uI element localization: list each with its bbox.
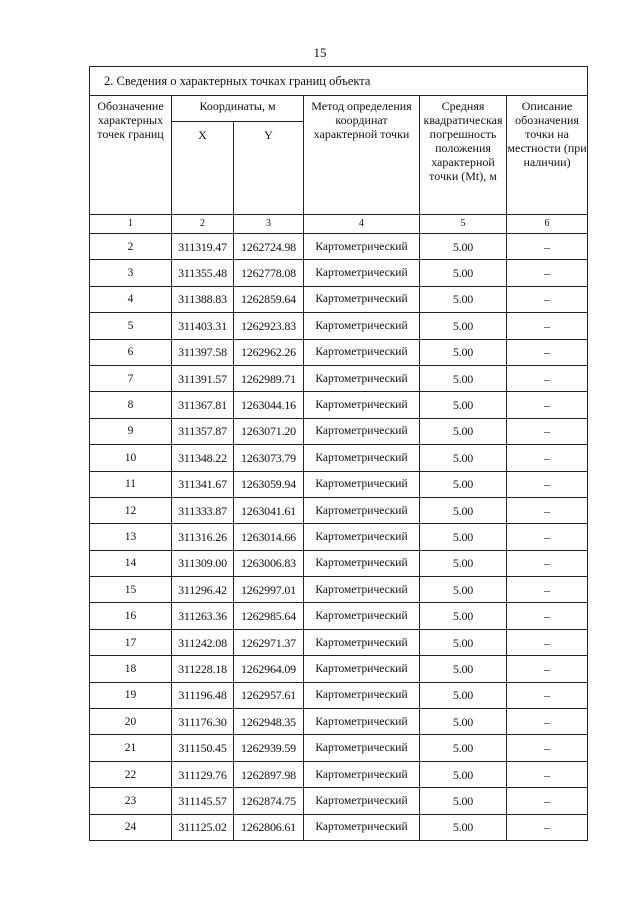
method-cell: Картометрический bbox=[304, 392, 420, 418]
coord-x-cell: 311397.58 bbox=[172, 339, 234, 365]
method-cell: Картометрический bbox=[304, 313, 420, 339]
description-cell: – bbox=[507, 445, 588, 471]
column-number: 1 bbox=[90, 215, 172, 234]
method-cell: Картометрический bbox=[304, 814, 420, 840]
table-row bbox=[90, 471, 588, 497]
column-number: 4 bbox=[304, 215, 420, 234]
coord-x-cell: 311129.76 bbox=[172, 761, 234, 787]
coord-x-cell: 311403.31 bbox=[172, 313, 234, 339]
method-cell: Картометрический bbox=[304, 524, 420, 550]
method-cell: Картометрический bbox=[304, 234, 420, 260]
coord-x-cell: 311341.67 bbox=[172, 471, 234, 497]
coord-y-cell: 1263044.16 bbox=[234, 392, 304, 418]
coord-y-cell: 1262939.59 bbox=[234, 735, 304, 761]
mt-error-cell: 5.00 bbox=[420, 418, 507, 444]
point-number-cell: 11 bbox=[90, 471, 172, 497]
coord-x-cell: 311263.36 bbox=[172, 603, 234, 629]
point-number-cell: 6 bbox=[90, 339, 172, 365]
coord-y-cell: 1263073.79 bbox=[234, 445, 304, 471]
table-row bbox=[90, 656, 588, 682]
coord-y-cell: 1262957.61 bbox=[234, 682, 304, 708]
table-row bbox=[90, 497, 588, 523]
description-cell: – bbox=[507, 392, 588, 418]
mt-error-cell: 5.00 bbox=[420, 709, 507, 735]
table-row bbox=[90, 788, 588, 814]
point-number-cell: 13 bbox=[90, 524, 172, 550]
method-cell: Картометрический bbox=[304, 339, 420, 365]
point-number-cell: 5 bbox=[90, 313, 172, 339]
method-cell: Картометрический bbox=[304, 577, 420, 603]
coord-y-cell: 1263006.83 bbox=[234, 550, 304, 576]
description-cell: – bbox=[507, 471, 588, 497]
coord-x-cell: 311309.00 bbox=[172, 550, 234, 576]
mt-error-cell: 5.00 bbox=[420, 392, 507, 418]
coord-x-cell: 311388.83 bbox=[172, 286, 234, 312]
description-cell: – bbox=[507, 788, 588, 814]
method-cell: Картометрический bbox=[304, 471, 420, 497]
mt-error-cell: 5.00 bbox=[420, 577, 507, 603]
header-description: Описание обозначения точки на местности (при наличии) bbox=[507, 96, 588, 215]
mt-error-cell: 5.00 bbox=[420, 365, 507, 391]
mt-error-cell: 5.00 bbox=[420, 497, 507, 523]
table-row bbox=[90, 313, 588, 339]
description-cell: – bbox=[507, 629, 588, 655]
header-error: Средняя квадратическая погрешность положения характерной точки (Mt), м bbox=[420, 96, 507, 215]
description-cell: – bbox=[507, 709, 588, 735]
description-cell: – bbox=[507, 365, 588, 391]
coord-x-cell: 311228.18 bbox=[172, 656, 234, 682]
description-cell: – bbox=[507, 418, 588, 444]
coord-y-cell: 1262964.09 bbox=[234, 656, 304, 682]
description-cell: – bbox=[507, 603, 588, 629]
table-row bbox=[90, 365, 588, 391]
coord-x-cell: 311333.87 bbox=[172, 497, 234, 523]
description-cell: – bbox=[507, 761, 588, 787]
description-cell: – bbox=[507, 260, 588, 286]
method-cell: Картометрический bbox=[304, 603, 420, 629]
mt-error-cell: 5.00 bbox=[420, 313, 507, 339]
point-number-cell: 9 bbox=[90, 418, 172, 444]
point-number-cell: 4 bbox=[90, 286, 172, 312]
mt-error-cell: 5.00 bbox=[420, 682, 507, 708]
point-number-cell: 10 bbox=[90, 445, 172, 471]
description-cell: – bbox=[507, 577, 588, 603]
mt-error-cell: 5.00 bbox=[420, 260, 507, 286]
description-cell: – bbox=[507, 814, 588, 840]
point-number-cell: 19 bbox=[90, 682, 172, 708]
coord-y-cell: 1263014.66 bbox=[234, 524, 304, 550]
mt-error-cell: 5.00 bbox=[420, 339, 507, 365]
coord-x-cell: 311357.87 bbox=[172, 418, 234, 444]
boundary-points-table bbox=[89, 66, 588, 841]
column-number: 6 bbox=[507, 215, 588, 234]
method-cell: Картометрический bbox=[304, 497, 420, 523]
method-cell: Картометрический bbox=[304, 709, 420, 735]
method-cell: Картометрический bbox=[304, 260, 420, 286]
header-designation: Обозначение характерных точек границ bbox=[90, 96, 172, 215]
point-number-cell: 15 bbox=[90, 577, 172, 603]
mt-error-cell: 5.00 bbox=[420, 234, 507, 260]
description-cell: – bbox=[507, 735, 588, 761]
table-row bbox=[90, 339, 588, 365]
coord-x-cell: 311242.08 bbox=[172, 629, 234, 655]
method-cell: Картометрический bbox=[304, 761, 420, 787]
point-number-cell: 16 bbox=[90, 603, 172, 629]
mt-error-cell: 5.00 bbox=[420, 445, 507, 471]
table-row bbox=[90, 234, 588, 260]
mt-error-cell: 5.00 bbox=[420, 656, 507, 682]
coord-y-cell: 1262923.83 bbox=[234, 313, 304, 339]
coord-x-cell: 311150.45 bbox=[172, 735, 234, 761]
coord-y-cell: 1263059.94 bbox=[234, 471, 304, 497]
mt-error-cell: 5.00 bbox=[420, 603, 507, 629]
coord-y-cell: 1263041.61 bbox=[234, 497, 304, 523]
table-row bbox=[90, 524, 588, 550]
coord-y-cell: 1263071.20 bbox=[234, 418, 304, 444]
method-cell: Картометрический bbox=[304, 418, 420, 444]
coord-y-cell: 1262778.08 bbox=[234, 260, 304, 286]
method-cell: Картометрический bbox=[304, 445, 420, 471]
coord-x-cell: 311319.47 bbox=[172, 234, 234, 260]
coord-y-cell: 1262724.98 bbox=[234, 234, 304, 260]
description-cell: – bbox=[507, 682, 588, 708]
point-number-cell: 8 bbox=[90, 392, 172, 418]
coord-x-cell: 311367.81 bbox=[172, 392, 234, 418]
mt-error-cell: 5.00 bbox=[420, 550, 507, 576]
coord-y-cell: 1262985.64 bbox=[234, 603, 304, 629]
method-cell: Картометрический bbox=[304, 735, 420, 761]
header-y: Y bbox=[234, 122, 304, 215]
page-number: 15 bbox=[313, 45, 327, 60]
header-method: Метод определения координат характерной точки bbox=[304, 96, 420, 215]
description-cell: – bbox=[507, 497, 588, 523]
point-number-cell: 20 bbox=[90, 709, 172, 735]
point-number-cell: 23 bbox=[90, 788, 172, 814]
coord-y-cell: 1262997.01 bbox=[234, 577, 304, 603]
method-cell: Картометрический bbox=[304, 656, 420, 682]
description-cell: – bbox=[507, 524, 588, 550]
coord-x-cell: 311176.30 bbox=[172, 709, 234, 735]
column-number: 3 bbox=[234, 215, 304, 234]
coord-x-cell: 311125.02 bbox=[172, 814, 234, 840]
point-number-cell: 22 bbox=[90, 761, 172, 787]
table-row bbox=[90, 761, 588, 787]
coord-y-cell: 1262806.61 bbox=[234, 814, 304, 840]
mt-error-cell: 5.00 bbox=[420, 286, 507, 312]
point-number-cell: 21 bbox=[90, 735, 172, 761]
table-row bbox=[90, 577, 588, 603]
mt-error-cell: 5.00 bbox=[420, 788, 507, 814]
point-number-cell: 14 bbox=[90, 550, 172, 576]
method-cell: Картометрический bbox=[304, 682, 420, 708]
point-number-cell: 3 bbox=[90, 260, 172, 286]
method-cell: Картометрический bbox=[304, 286, 420, 312]
header-x: X bbox=[172, 122, 234, 215]
table-row bbox=[90, 735, 588, 761]
column-number: 5 bbox=[420, 215, 507, 234]
description-cell: – bbox=[507, 234, 588, 260]
description-cell: – bbox=[507, 339, 588, 365]
coord-y-cell: 1262948.35 bbox=[234, 709, 304, 735]
point-number-cell: 12 bbox=[90, 497, 172, 523]
table-row bbox=[90, 629, 588, 655]
mt-error-cell: 5.00 bbox=[420, 761, 507, 787]
coord-x-cell: 311348.22 bbox=[172, 445, 234, 471]
table-row bbox=[90, 418, 588, 444]
coord-y-cell: 1262962.26 bbox=[234, 339, 304, 365]
column-number: 2 bbox=[172, 215, 234, 234]
coord-x-cell: 311355.48 bbox=[172, 260, 234, 286]
column-numbers-row bbox=[90, 215, 588, 234]
coord-y-cell: 1262859.64 bbox=[234, 286, 304, 312]
mt-error-cell: 5.00 bbox=[420, 524, 507, 550]
point-number-cell: 17 bbox=[90, 629, 172, 655]
description-cell: – bbox=[507, 286, 588, 312]
coord-x-cell: 311296.42 bbox=[172, 577, 234, 603]
point-number-cell: 2 bbox=[90, 234, 172, 260]
description-cell: – bbox=[507, 656, 588, 682]
table-row bbox=[90, 682, 588, 708]
table-row bbox=[90, 603, 588, 629]
coord-y-cell: 1262874.75 bbox=[234, 788, 304, 814]
coord-y-cell: 1262971.37 bbox=[234, 629, 304, 655]
table-row bbox=[90, 445, 588, 471]
coord-x-cell: 311145.57 bbox=[172, 788, 234, 814]
mt-error-cell: 5.00 bbox=[420, 814, 507, 840]
table-row bbox=[90, 814, 588, 840]
method-cell: Картометрический bbox=[304, 365, 420, 391]
point-number-cell: 18 bbox=[90, 656, 172, 682]
coord-y-cell: 1262989.71 bbox=[234, 365, 304, 391]
coord-x-cell: 311196.48 bbox=[172, 682, 234, 708]
description-cell: – bbox=[507, 550, 588, 576]
coord-y-cell: 1262897.98 bbox=[234, 761, 304, 787]
table-row bbox=[90, 260, 588, 286]
description-cell: – bbox=[507, 313, 588, 339]
mt-error-cell: 5.00 bbox=[420, 629, 507, 655]
point-number-cell: 24 bbox=[90, 814, 172, 840]
table-row bbox=[90, 286, 588, 312]
header-coordinates: Координаты, м bbox=[172, 96, 304, 122]
mt-error-cell: 5.00 bbox=[420, 471, 507, 497]
method-cell: Картометрический bbox=[304, 788, 420, 814]
section-title: 2. Сведения о характерных точках границ объекта bbox=[90, 67, 588, 96]
point-number-cell: 7 bbox=[90, 365, 172, 391]
method-cell: Картометрический bbox=[304, 629, 420, 655]
mt-error-cell: 5.00 bbox=[420, 735, 507, 761]
table-row bbox=[90, 550, 588, 576]
table-row bbox=[90, 392, 588, 418]
coord-x-cell: 311391.57 bbox=[172, 365, 234, 391]
table-row bbox=[90, 709, 588, 735]
coord-x-cell: 311316.26 bbox=[172, 524, 234, 550]
method-cell: Картометрический bbox=[304, 550, 420, 576]
